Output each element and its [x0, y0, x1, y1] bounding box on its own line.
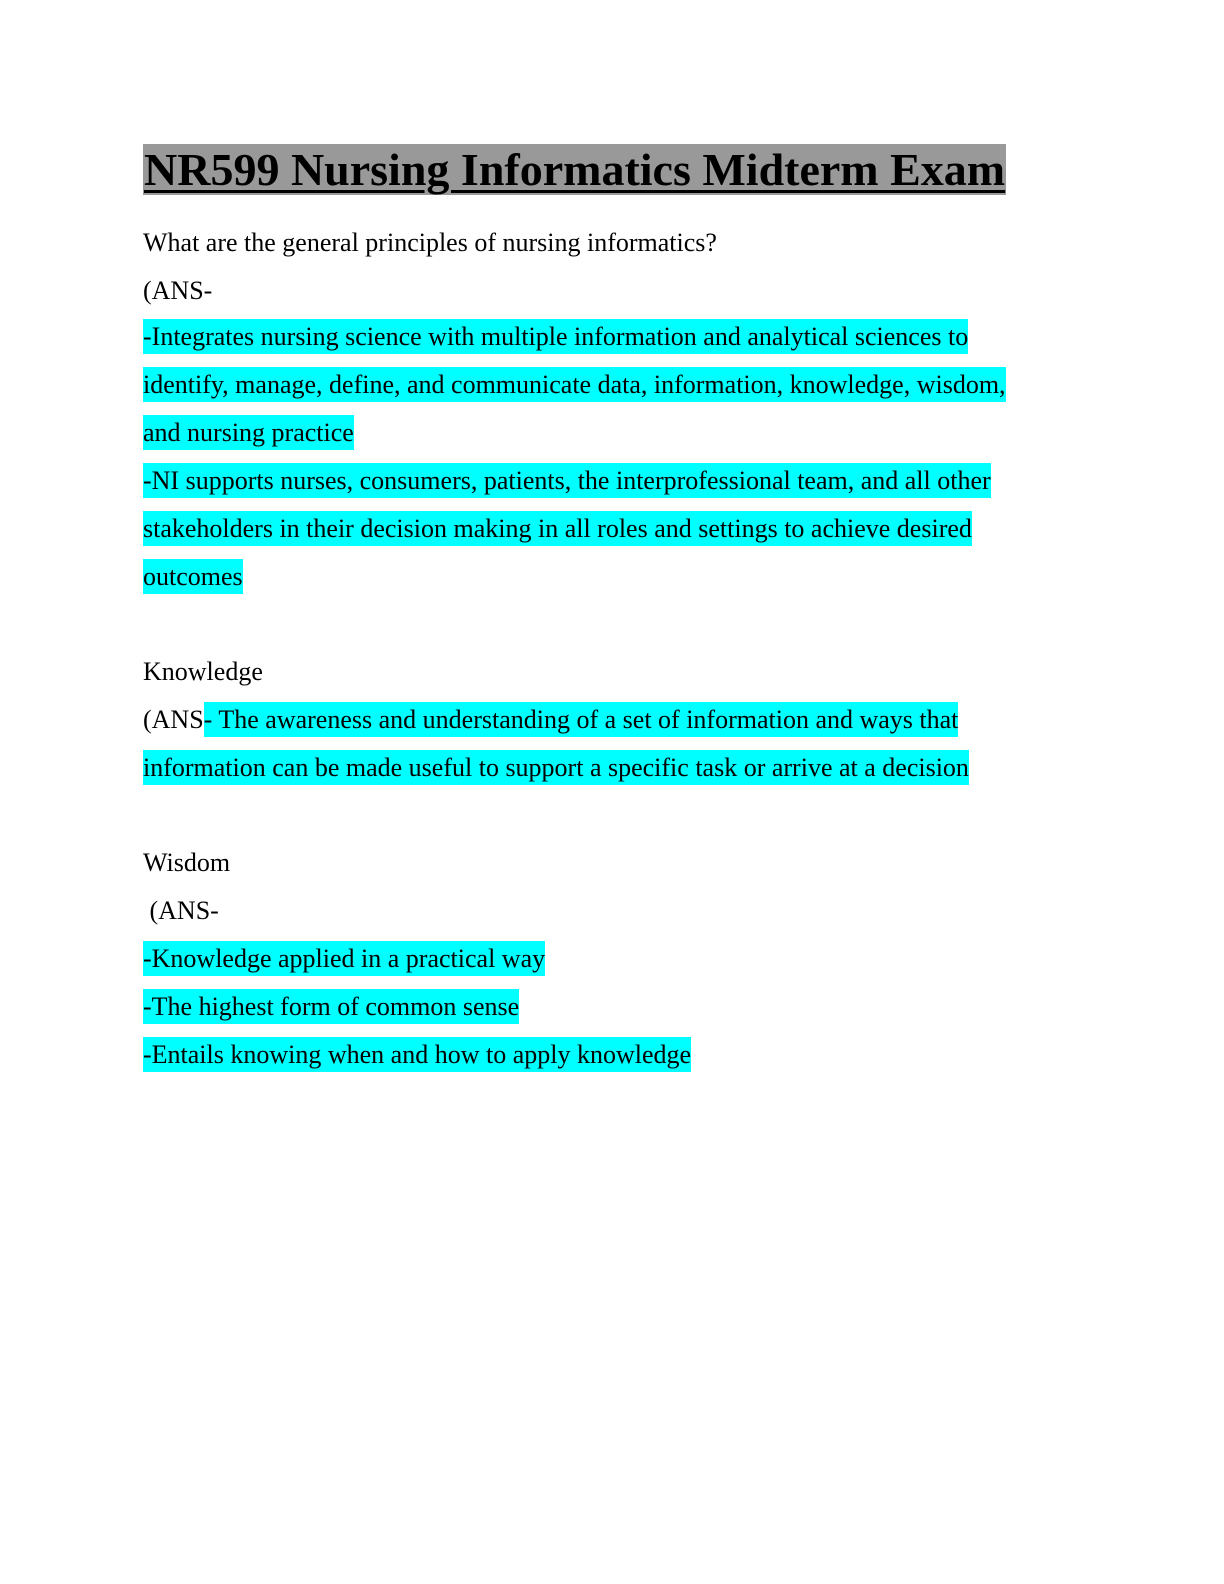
- answer-2-first-line: (ANS- The awareness and understanding of a set of information and ways that: [143, 704, 958, 736]
- answer-1-prefix: (ANS-: [143, 276, 213, 305]
- answer-1-line: -Integrates nursing science with multiple information and analytical sciences to: [143, 321, 968, 353]
- answer-2-line: information can be made useful to support a specific task or arrive at a decision: [143, 752, 969, 784]
- title-text: NR599 Nursing Informatics Midterm Exam: [144, 144, 1006, 195]
- answer-1-line: stakeholders in their decision making in all roles and settings to achieve desired: [143, 513, 972, 545]
- answer-3-prefix: (ANS-: [143, 896, 219, 925]
- question-3: Wisdom: [143, 848, 231, 877]
- answer-1-line: outcomes: [143, 561, 243, 593]
- page-title: [143, 142, 1006, 198]
- answer-2-prefix: (ANS: [143, 705, 204, 734]
- answer-1-line: identify, manage, define, and communicate data, information, knowledge, wisdom,: [143, 369, 1006, 401]
- answer-1-line: and nursing practice: [143, 417, 354, 449]
- question-1: What are the general principles of nursing informatics?: [143, 228, 717, 257]
- answer-1-line: -NI supports nurses, consumers, patients, the interprofessional team, and all other: [143, 465, 991, 497]
- question-2: Knowledge: [143, 657, 263, 686]
- answer-3-line: -Knowledge applied in a practical way: [143, 943, 545, 975]
- answer-3-line: -The highest form of common sense: [143, 991, 519, 1023]
- answer-3-line: -Entails knowing when and how to apply knowledge: [143, 1039, 691, 1071]
